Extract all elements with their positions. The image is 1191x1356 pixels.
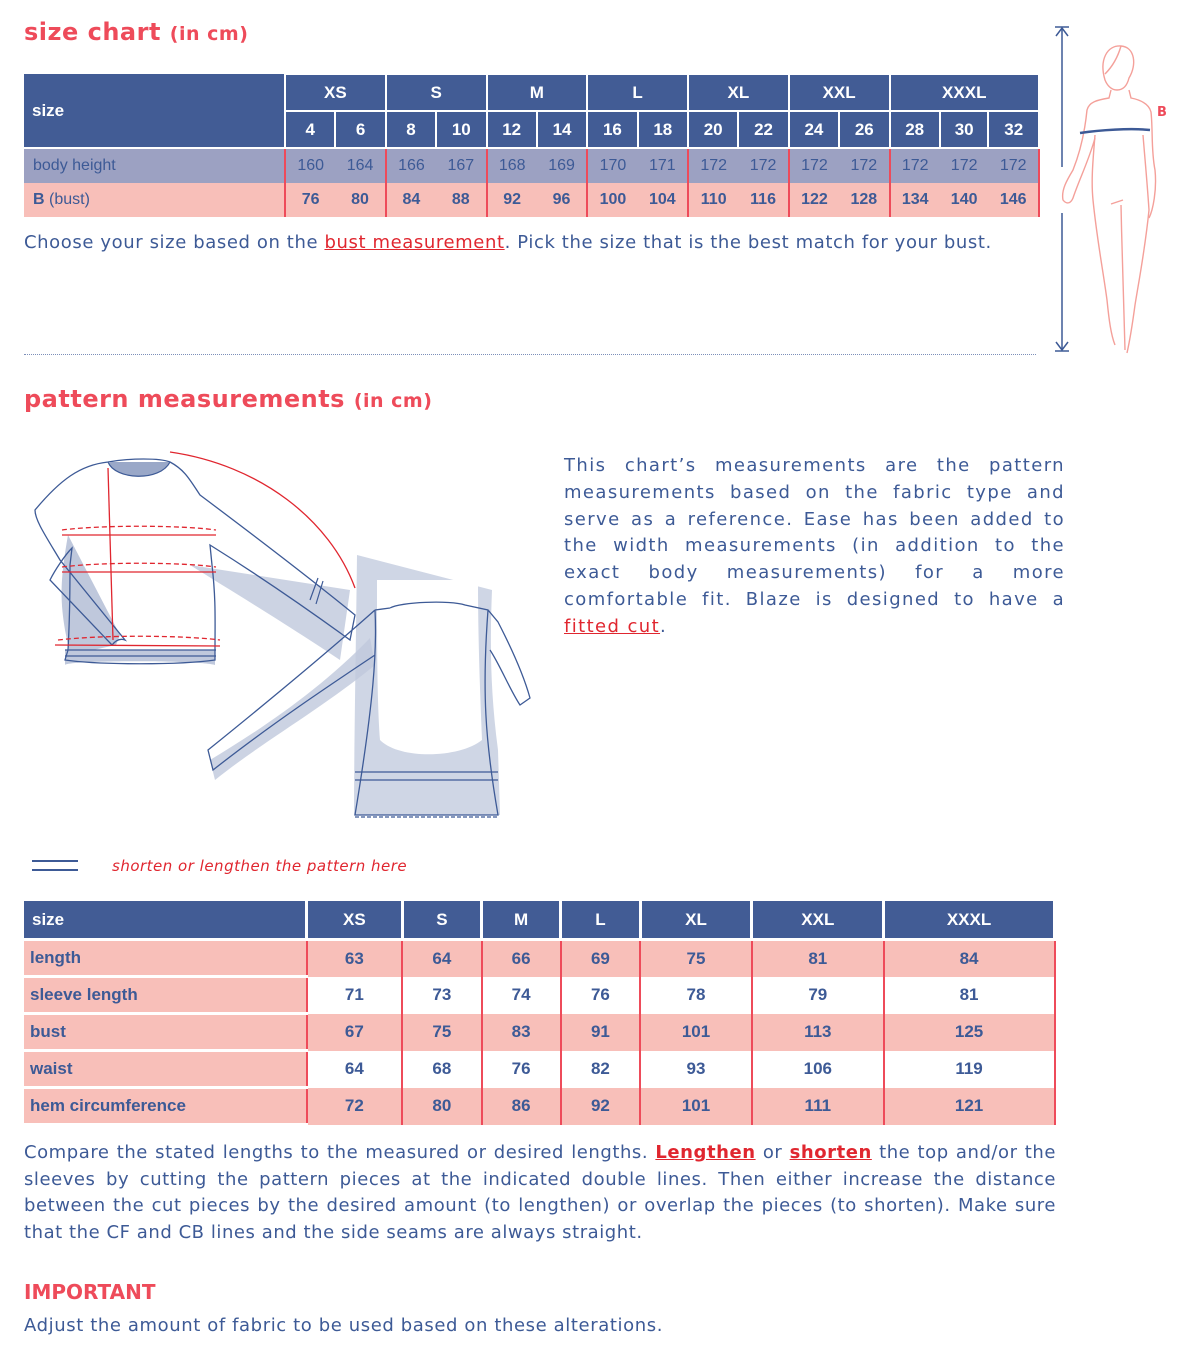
pattern-value: 76 [561, 977, 640, 1014]
pattern-value: 74 [482, 977, 561, 1014]
note-text-end: . Pick the size that is the best match for your bust. [504, 232, 992, 253]
size-chart-title [24, 18, 248, 46]
pattern-value: 119 [884, 1051, 1055, 1088]
bust-value: 134 [890, 183, 940, 217]
section-divider [24, 354, 1036, 355]
bust-line-icon [1080, 129, 1150, 133]
size-group-s: S [386, 74, 487, 111]
pattern-column-xxxl: XXXL [884, 901, 1055, 940]
pattern-value: 64 [402, 940, 481, 977]
pattern-value: 69 [561, 940, 640, 977]
bust-value: 96 [537, 183, 587, 217]
pattern-header-row [24, 901, 1055, 940]
double-line-icon [32, 860, 78, 862]
size-group-m: M [487, 74, 588, 111]
pattern-value: 79 [752, 977, 884, 1014]
shorten-link[interactable]: shorten [789, 1142, 872, 1163]
pattern-value: 125 [884, 1014, 1055, 1051]
pattern-value: 84 [884, 940, 1055, 977]
pattern-value: 78 [640, 977, 752, 1014]
pattern-value: 113 [752, 1014, 884, 1051]
fitted-cut-link[interactable]: fitted cut [564, 615, 661, 637]
bust-value: 88 [436, 183, 486, 217]
description-text: This chart’s measurements are the pattern measurements based on the fabric type and serve as a reference. Ease has been added to the width measurements (in addition to the exact body measurements) for a more comfortable fit. Blaze is designed to have a [564, 455, 1065, 610]
size-number: 28 [890, 111, 940, 148]
bust-value: 84 [386, 183, 436, 217]
body-height-value: 170 [587, 148, 637, 183]
size-number: 22 [738, 111, 788, 148]
pattern-column-s: S [402, 901, 481, 940]
size-number: 20 [688, 111, 738, 148]
pattern-column-l: L [561, 901, 640, 940]
pattern-column-xxl: XXL [752, 901, 884, 940]
body-height-value: 164 [335, 148, 385, 183]
front-sweater-icon [35, 459, 355, 665]
bust-measurement-link[interactable]: bust measurement [324, 232, 505, 253]
body-height-value: 172 [890, 148, 940, 183]
size-number: 4 [285, 111, 335, 148]
height-arrow-icon [1055, 27, 1069, 351]
legend-text: shorten or lengthen the pattern here [112, 857, 408, 875]
pattern-value: 83 [482, 1014, 561, 1051]
size-number: 8 [386, 111, 436, 148]
bust-value: 92 [487, 183, 537, 217]
size-group-l: L [587, 74, 688, 111]
woman-figure-icon [1063, 46, 1156, 353]
size-chart-title-text: size chart [24, 18, 161, 46]
pattern-column-xl: XL [640, 901, 752, 940]
size-group-xs: XS [285, 74, 386, 111]
bust-value: 146 [988, 183, 1039, 217]
size-group-row [24, 74, 1039, 111]
pattern-row-label: sleeve length [24, 977, 307, 1014]
pattern-value: 75 [402, 1014, 481, 1051]
alteration-text: Compare the stated lengths to the measured or desired lengths. [24, 1142, 656, 1163]
body-height-label: body height [24, 148, 285, 183]
size-number: 26 [839, 111, 889, 148]
bust-value: 110 [688, 183, 738, 217]
important-text: Adjust the amount of fabric to be used based on these alterations. [24, 1315, 664, 1336]
pattern-value: 63 [307, 940, 403, 977]
body-height-value: 172 [940, 148, 989, 183]
pattern-value: 72 [307, 1088, 403, 1125]
size-group-xl: XL [688, 74, 789, 111]
pattern-unit: (in cm) [353, 390, 433, 412]
pattern-value: 106 [752, 1051, 884, 1088]
double-line-icon-lower [32, 869, 78, 871]
pattern-value: 92 [561, 1088, 640, 1125]
pattern-size-header: size [24, 901, 307, 940]
bust-marker-label: B [1157, 105, 1167, 120]
body-height-value: 160 [285, 148, 335, 183]
alteration-instructions [24, 1140, 1056, 1246]
pattern-row-label: hem circumference [24, 1088, 307, 1125]
pattern-column-m: M [482, 901, 561, 940]
bust-value: 122 [789, 183, 839, 217]
body-figure-illustration [1045, 20, 1191, 360]
size-chart-table [24, 73, 1040, 217]
pattern-row-label: waist [24, 1051, 307, 1088]
pattern-value: 80 [402, 1088, 481, 1125]
size-number: 32 [988, 111, 1039, 148]
pattern-row-label: bust [24, 1014, 307, 1051]
size-number: 24 [789, 111, 839, 148]
pattern-value: 81 [884, 977, 1055, 1014]
pattern-description [564, 453, 1065, 641]
body-height-value: 172 [688, 148, 738, 183]
pattern-value: 66 [482, 940, 561, 977]
pattern-value: 81 [752, 940, 884, 977]
pattern-value: 121 [884, 1088, 1055, 1125]
pattern-value: 71 [307, 977, 403, 1014]
description-end: . [660, 615, 668, 637]
body-height-value: 172 [839, 148, 889, 183]
pattern-value: 101 [640, 1088, 752, 1125]
pattern-title [24, 385, 432, 413]
pattern-row-label: length [24, 940, 307, 977]
body-height-value: 172 [738, 148, 788, 183]
body-height-value: 166 [386, 148, 436, 183]
size-group-xxxl: XXXL [890, 74, 1040, 111]
bust-value: 100 [587, 183, 637, 217]
pattern-value: 111 [752, 1088, 884, 1125]
bust-row [24, 183, 1039, 217]
pattern-column-xs: XS [307, 901, 403, 940]
pattern-value: 93 [640, 1051, 752, 1088]
pattern-value: 76 [482, 1051, 561, 1088]
bust-label-text: (bust) [49, 191, 90, 208]
bust-label [24, 183, 285, 217]
pattern-measurements-table [24, 901, 1056, 1126]
size-header-label: size [24, 74, 285, 148]
pattern-title-text: pattern measurements [24, 385, 345, 413]
body-height-value: 169 [537, 148, 587, 183]
size-group-xxl: XXL [789, 74, 890, 111]
bust-value: 76 [285, 183, 335, 217]
pattern-value: 67 [307, 1014, 403, 1051]
body-height-row [24, 148, 1039, 183]
size-number: 14 [537, 111, 587, 148]
pattern-value: 91 [561, 1014, 640, 1051]
pattern-value: 75 [640, 940, 752, 977]
bust-label-letter: B [33, 191, 45, 208]
body-height-value: 172 [988, 148, 1039, 183]
size-number: 6 [335, 111, 385, 148]
size-number: 10 [436, 111, 486, 148]
garment-illustration [20, 440, 540, 840]
alteration-or: or [755, 1142, 790, 1163]
body-height-value: 171 [638, 148, 688, 183]
bust-value: 80 [335, 183, 385, 217]
size-number: 18 [638, 111, 688, 148]
pattern-value: 68 [402, 1051, 481, 1088]
body-height-value: 168 [487, 148, 537, 183]
pattern-row-bust [24, 1014, 1055, 1051]
lengthen-link[interactable]: Lengthen [655, 1142, 756, 1163]
size-chart-note [24, 232, 992, 253]
pattern-value: 86 [482, 1088, 561, 1125]
pattern-value: 73 [402, 977, 481, 1014]
size-number: 12 [487, 111, 537, 148]
pattern-value: 64 [307, 1051, 403, 1088]
note-text: Choose your size based on the [24, 232, 325, 253]
pattern-row-sleeve-length [24, 977, 1055, 1014]
alteration-text-rest: the top and/or the sleeves by cutting the pattern pieces at the indicated double lines. Then either increase the distance between the cut pieces by the desired amount (to lengthen) or overlap the pieces (to shorten). Make sure that the CF and CB lines and the side seams are always straight. [24, 1142, 1056, 1243]
pattern-value: 101 [640, 1014, 752, 1051]
bust-value: 128 [839, 183, 889, 217]
pattern-row-length [24, 940, 1055, 977]
size-chart-unit: (in cm) [169, 23, 249, 45]
bust-value: 140 [940, 183, 989, 217]
important-heading: IMPORTANT [24, 1280, 156, 1304]
size-number: 30 [940, 111, 989, 148]
pattern-row-hem-circumference [24, 1088, 1055, 1125]
pattern-row-waist [24, 1051, 1055, 1088]
pattern-value: 82 [561, 1051, 640, 1088]
pattern-table-body [24, 940, 1055, 1125]
body-height-value: 167 [436, 148, 486, 183]
body-height-value: 172 [789, 148, 839, 183]
size-number: 16 [587, 111, 637, 148]
bust-value: 116 [738, 183, 788, 217]
bust-value: 104 [638, 183, 688, 217]
